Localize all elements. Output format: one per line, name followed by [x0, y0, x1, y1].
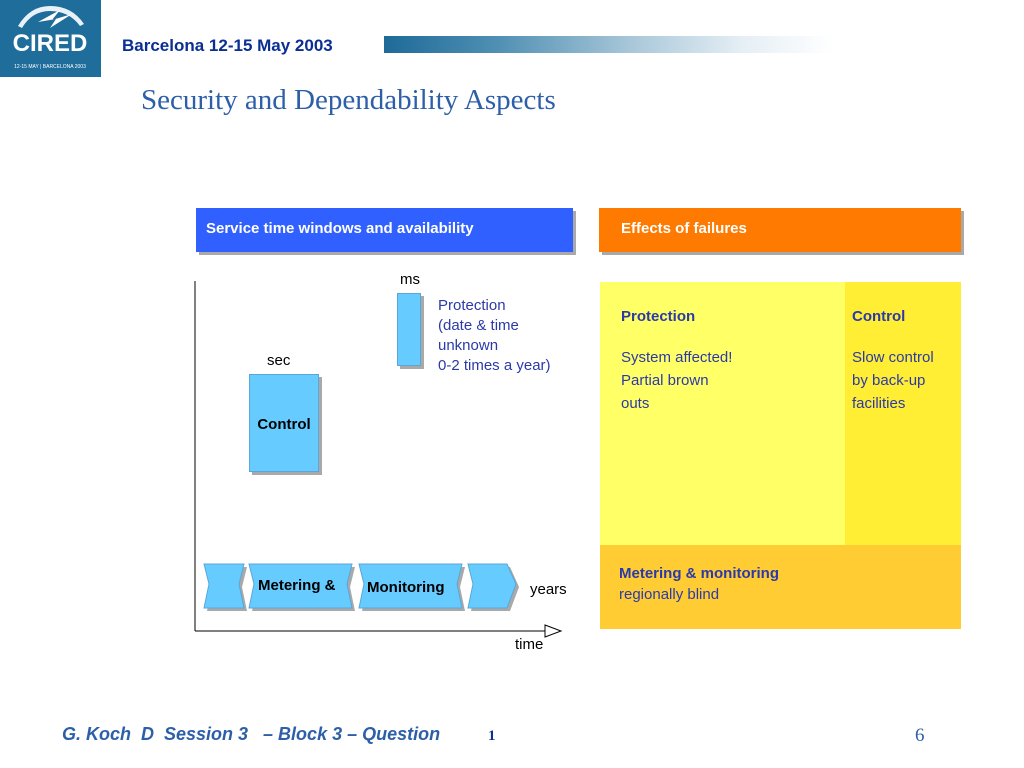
control-effects-title: Control — [852, 308, 906, 325]
protection-effects-title: Protection — [621, 308, 696, 325]
service-time-header: Service time windows and availability — [196, 208, 573, 252]
years-label: years — [530, 581, 567, 598]
cired-logo — [0, 0, 101, 77]
time-axis-label: time — [515, 636, 544, 653]
control-effects-line: facilities — [852, 395, 906, 412]
effects-of-failures-header: Effects of failures — [599, 208, 961, 252]
footer-author-session: G. Koch D Session 3 – Block 3 – Question — [62, 724, 441, 744]
ms-label: ms — [400, 271, 420, 288]
chevron-segment — [468, 564, 516, 608]
sec-label: sec — [267, 352, 291, 369]
protection-note-line: 0-2 times a year) — [438, 357, 551, 374]
protection-effects-line: System affected! — [621, 349, 733, 366]
protection-note — [438, 296, 551, 376]
control-effects-line: by back-up — [852, 372, 926, 389]
metering-label: Metering & — [258, 577, 336, 594]
logo-text: CIRED — [12, 30, 88, 57]
slide-title: Security and Dependability Aspects — [141, 84, 556, 116]
control-effects-line: Slow control — [852, 349, 934, 366]
footer-question-number: 1 — [488, 728, 496, 744]
metering-effects-panel — [600, 545, 961, 629]
protection-note-line: Protection — [438, 297, 506, 314]
protection-note-line: unknown — [438, 337, 499, 354]
control-effects-panel — [845, 282, 961, 545]
protection-note-line: (date & time — [438, 317, 519, 334]
chevron-segment — [204, 564, 244, 608]
metering-effects-title: Metering & monitoring — [619, 565, 779, 582]
protection-effects-line: Partial brown — [621, 372, 709, 389]
metering-monitoring-chevrons — [200, 560, 530, 616]
monitoring-label: Monitoring — [367, 579, 445, 596]
conference-label: Barcelona 12-15 May 2003 — [122, 36, 333, 55]
protection-effects-panel — [600, 282, 845, 545]
header-gradient-bar — [384, 36, 834, 53]
protection-time-block — [397, 293, 421, 366]
control-block-label: Control — [257, 416, 311, 433]
logo-subtext: 12-15 MAY | BARCELONA 2003 — [14, 64, 86, 70]
page-number: 6 — [915, 725, 925, 746]
metering-effects-line: regionally blind — [619, 586, 720, 603]
protection-effects-line: outs — [621, 395, 650, 412]
